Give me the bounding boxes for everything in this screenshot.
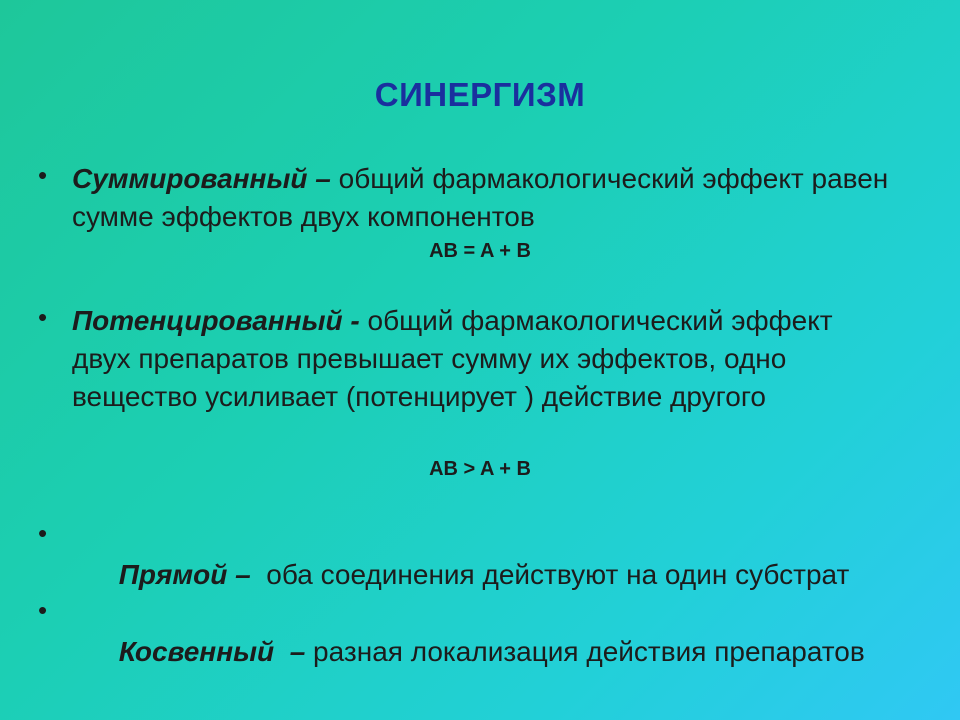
bullet-term: Потенцированный - [72,305,360,336]
bullet-definition: общий фармакологический эффект равен сумме эффектов двух компонентов [72,163,889,232]
bullet-term: Косвенный – [118,636,306,667]
bullet-marker: • [38,160,48,190]
formula-summed: AB = A + B [429,240,531,262]
bullet-text [72,595,932,709]
bullet-marker: • [38,302,48,332]
bullet-marker: • [38,518,48,548]
bullet-definition: оба соединения действуют на один субстрат [250,559,850,590]
bullet-text [72,302,862,416]
bullet-marker: • [38,595,48,625]
bullet-term: Прямой – [118,559,251,590]
bullet-term: Суммированный – [72,163,331,194]
bullet-definition: разная локализация действия препаратов [305,636,865,667]
bullet-definition: общий фармакологический эффект двух препаратов превышает сумму их эффектов, одно вещество усиливает (потенцирует ) действие другого [72,305,833,412]
formula-potentiated: AB > A + B [429,458,531,480]
bullet-text [72,160,932,236]
slide-title: СИНЕРГИЗМ [374,76,586,113]
